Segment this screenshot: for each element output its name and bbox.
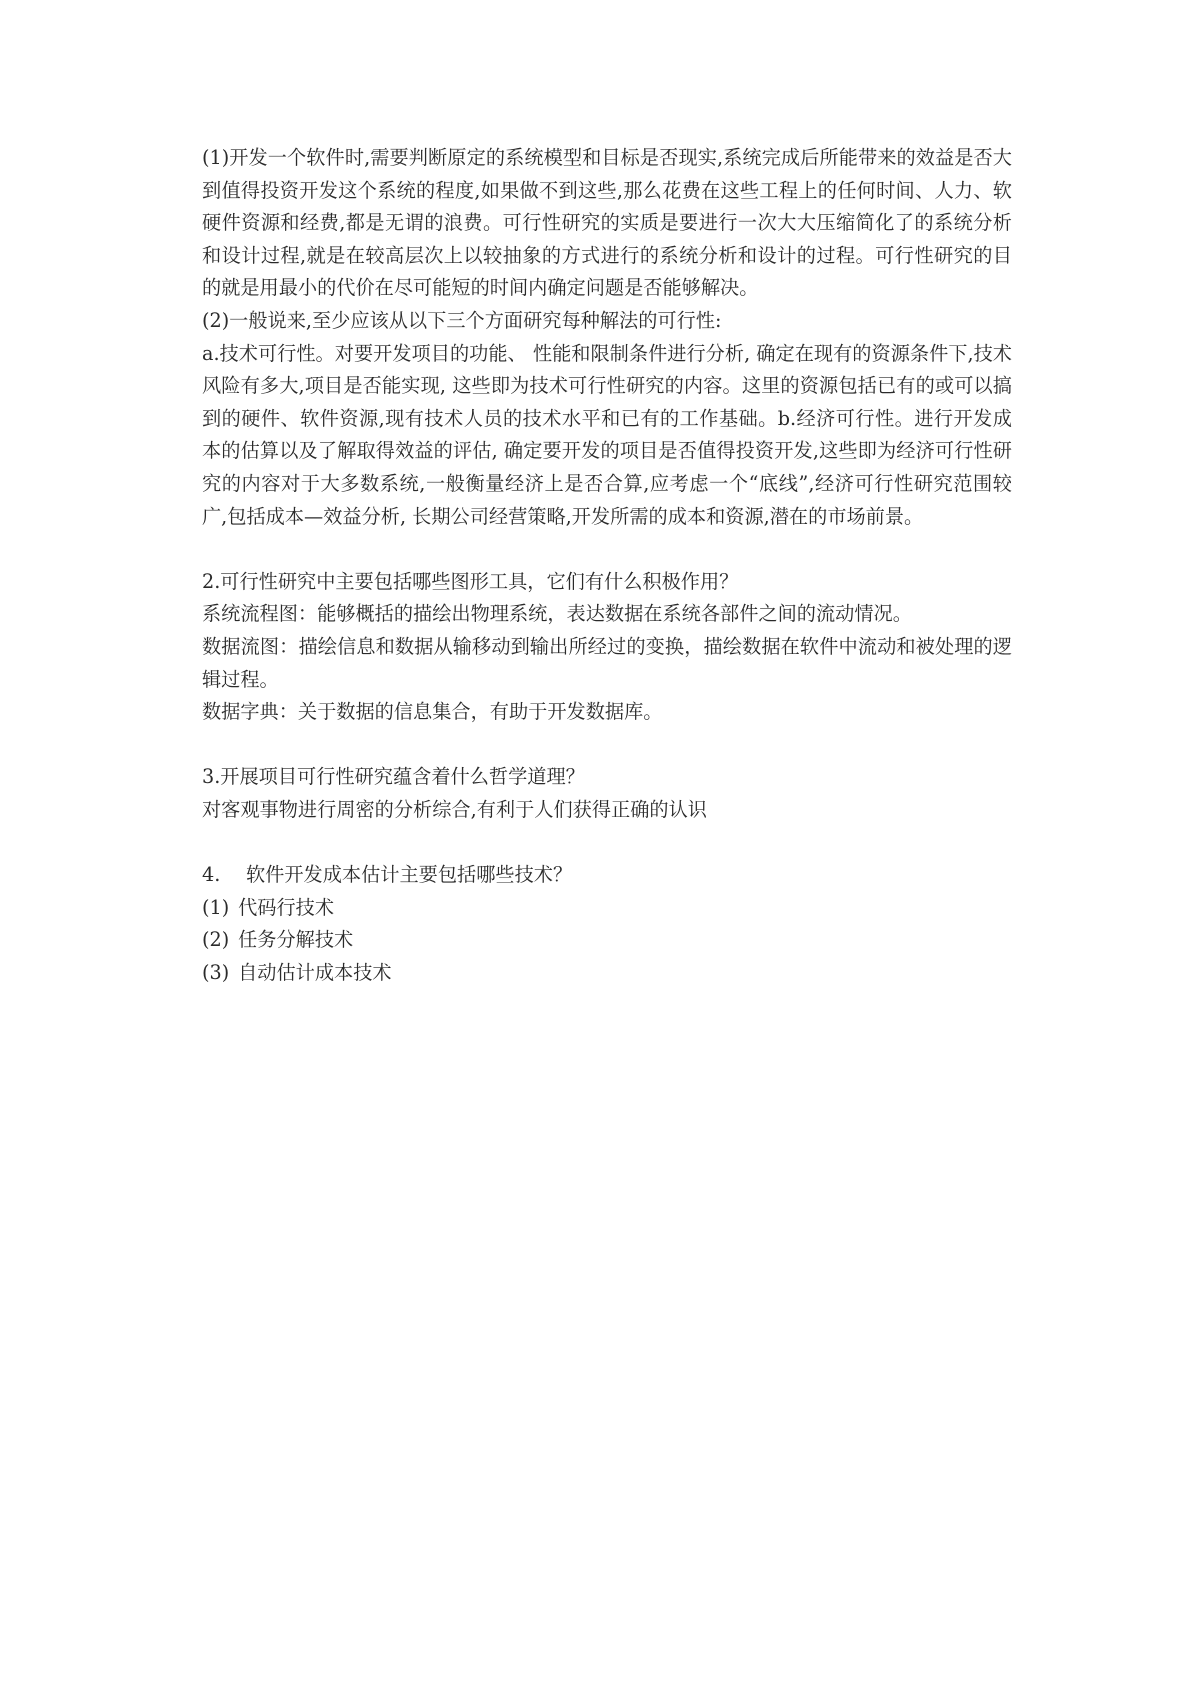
section-gap [202, 826, 1012, 859]
section1-paragraph-2: (2)一般说来,至少应该从以下三个方面研究每种解法的可行性: [202, 308, 722, 332]
section2-answer-dataflow: 数据流图：描绘信息和数据从输移动到输出所经过的变换，描绘数据在软件中流动和被处理的逻辑过程。 [202, 634, 1012, 691]
section-gap [202, 729, 1012, 762]
section2-answer-dictionary: 数据字典：关于数据的信息集合，有助于开发数据库。 [202, 700, 663, 724]
section2-question: 2.可行性研究中主要包括哪些图形工具，它们有什么积极作用？ [202, 569, 739, 593]
section4-number: 4. [202, 863, 221, 887]
section1-paragraph-3: a.技术可行性。对要开发项目的功能、 性能和限制条件进行分析, 确定在现有的资源条件下,技术风险有多大,项目是否能实现, 这些即为技术可行性研究的内容。这里的资源包括已有的或可以搞到的硬件、软件资源,现有技术人员的技术水平和已有的工作基础。b.经济可行性。进行开发成本的估算以及了解取得效益的评估, 确定要开发的项目是否值得投资开发,这些即为经济可行性研究的内容对于大多数系统,一般衡量经济上是否合算,应考虑一个“底线”,经济可行性研究范围较广,包括成本—效益分析, 长期公司经营策略,开发所需的成本和资源,潜在的市场前景。 [202, 341, 1012, 528]
list-item-text: 代码行技术 [238, 895, 335, 919]
list-item-number: (1) [202, 895, 230, 919]
section1-paragraph-1: (1)开发一个软件时,需要判断原定的系统模型和目标是否现实,系统完成后所能带来的效益是否大到值得投资开发这个系统的程度,如果做不到这些,那么花费在这些工程上的任何时间、人力、软硬件资源和经费,都是无谓的浪费。可行性研究的实质是要进行一次大大压缩简化了的系统分析和设计过程,就是在较高层次上以较抽象的方式进行的系统分析和设计的过程。可行性研究的目的就是用最小的代价在尽可能短的时间内确定问题是否能够解决。 [202, 146, 1012, 300]
section2-answer-flowchart: 系统流程图：能够概括的描绘出物理系统，表达数据在系统各部件之间的流动情况。 [202, 602, 912, 626]
section-gap [202, 533, 1012, 566]
document-body [202, 142, 1012, 989]
list-item-text: 自动估计成本技术 [238, 960, 392, 984]
list-item-text: 任务分解技术 [238, 928, 354, 952]
list-item-number: (3) [202, 960, 230, 984]
list-item-number: (2) [202, 928, 230, 952]
section4-question-line [202, 859, 1012, 892]
section4-question: 软件开发成本估计主要包括哪些技术？ [246, 863, 573, 887]
section3-answer: 对客观事物进行周密的分析综合,有利于人们获得正确的认识 [202, 797, 707, 821]
list-item [202, 924, 1012, 957]
list-item [202, 957, 1012, 990]
section3-question: 3.开展项目可行性研究蕴含着什么哲学道理？ [202, 765, 585, 789]
list-item [202, 892, 1012, 925]
